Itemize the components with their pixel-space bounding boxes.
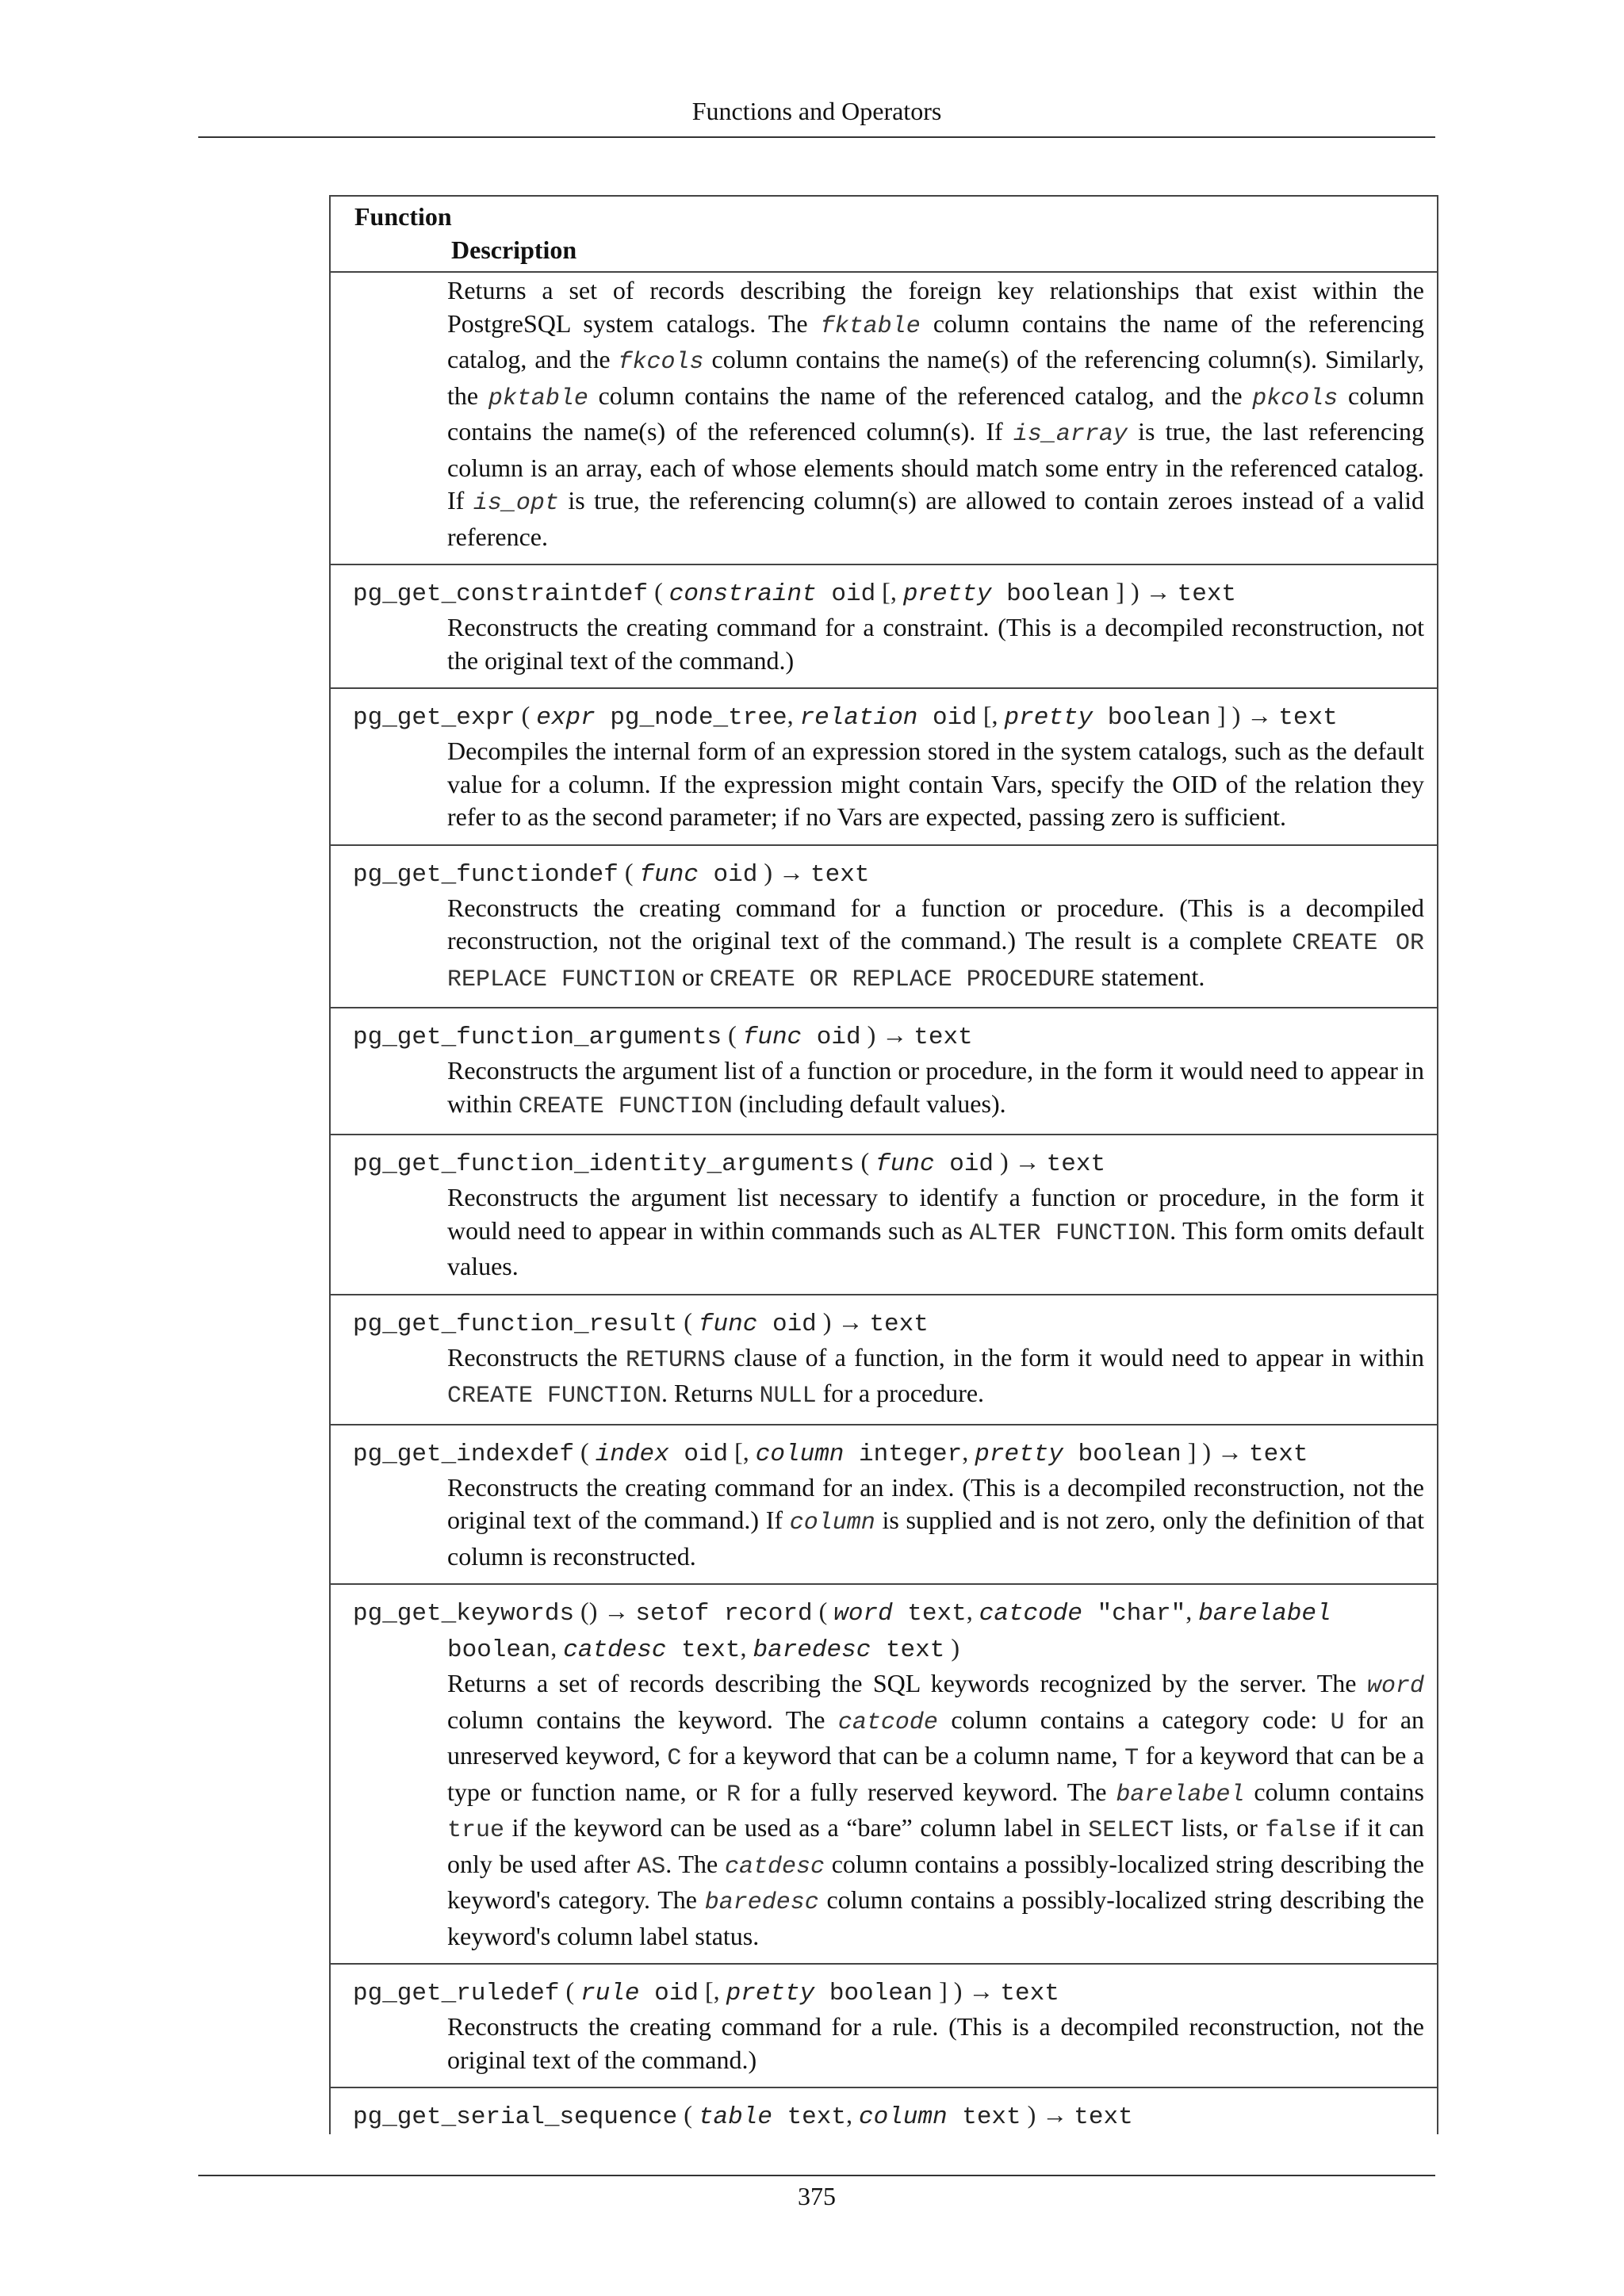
function-signature: pg_get_expr ( expr pg_node_tree, relation oid [, pretty boolean ] ) → text [353,701,1338,732]
page-number: 375 [798,2182,836,2210]
row-description: Reconstructs the argument list of a function or procedure, in the form it would need to appear in within CREATE FUNCTION (including default values). [447,1056,1424,1120]
function-signature: pg_get_functiondef ( func oid ) → text [353,857,870,889]
function-signature: pg_get_ruledef ( rule oid [, pretty boolean ] ) → text [353,1976,1059,2007]
running-header: Functions and Operators [691,97,942,125]
table-row-pg-get-function-identity-arguments [331,1135,1437,1295]
row-description: Returns a set of records describing the SQL keywords recognized by the server. The word column contains the keyword. The catcode column contains a category code: U for an unreserved keyword, C for a keyword that can be a column name, T for a keyword that can be a type or function name, or R for a fully reserved keyword. The barelabel column contains true if the keyword can be used as a “bare” column label in SELECT lists, or false if it can only be used after AS. The catdesc column contains a possibly-localized string describing the keyword's category. The baredesc column contains a possibly-localized string describing the keyword's column label status. [447,1669,1425,1950]
table-row-fk-continued [331,273,1437,565]
column-header-function: Function [354,202,452,231]
table-row-pg-get-serial-sequence [331,2088,1437,2134]
table-row-pg-get-function-arguments [331,1008,1437,1135]
function-signature: pg_get_function_arguments ( func oid ) → text [353,1020,973,1051]
row-description: Reconstructs the creating command for a function or procedure. (This is a decompiled reconstruction, not the original text of the command.) The result is a complete CREATE OR REPLACE FUNCTION or CREATE OR REPLACE PROCEDURE statement. [447,893,1425,993]
table-row-pg-get-keywords [331,1585,1437,1965]
functions-table [329,195,1438,2134]
table-header [331,197,1437,273]
function-signature-continued: boolean, catdesc text, baredesc text ) [447,1633,960,1664]
header-rule [198,136,1435,138]
table-row-pg-get-function-result [331,1295,1437,1425]
row-description: Reconstructs the creating command for a constraint. (This is a decompiled reconstruction, not the original text of the command.) [447,613,1424,675]
row-description: Reconstructs the creating command for an index. (This is a decompiled reconstruction, not the original text of the command.) If column is supplied and is not zero, only the definition of that column is reconstructed. [447,1472,1424,1571]
function-signature: pg_get_indexdef ( index oid [, column integer, pretty boolean ] ) → text [353,1437,1308,1468]
table-row-pg-get-expr [331,689,1437,846]
row-description: Reconstructs the argument list necessary to identify a function or procedure, in the form it would need to appear in within commands such as ALTER FUNCTION. This form omits default values. [447,1183,1425,1280]
function-signature: pg_get_function_result ( func oid ) → text [353,1307,929,1338]
table-row-pg-get-indexdef [331,1425,1437,1586]
function-signature: pg_get_constraintdef ( constraint oid [, pretty boolean ] ) → text [353,577,1237,608]
function-signature: pg_get_keywords () → setof record ( word text, catcode "char", barelabel [353,1597,1331,1628]
table-row-pg-get-constraintdef [331,565,1437,689]
function-signature: pg_get_serial_sequence ( table text, column text ) → text [353,2100,1133,2131]
row-description: Returns a set of records describing the foreign key relationships that exist within the PostgreSQL system catalogs. The fktable column contains the name of the referencing catalog, and the fkcols column contains the name(s) of the referencing column(s). Similarly, the pktable column contains the name of the referenced catalog, and the pkcols column contains the name(s) of the referenced column(s). If is_array is true, the last referencing column is an array, each of whose elements should match some entry in the referenced catalog. If is_opt is true, the referencing column(s) are allowed to contain zeroes instead of a valid reference. [447,276,1425,551]
footer-rule [198,2175,1435,2176]
function-signature: pg_get_function_identity_arguments ( func oid ) → text [353,1147,1106,1178]
row-description: Reconstructs the creating command for a rule. (This is a decompiled reconstruction, not the original text of the command.) [447,2012,1424,2074]
table-row-pg-get-ruledef [331,1965,1437,2088]
row-description: Decompiles the internal form of an expression stored in the system catalogs, such as the default value for a column. If the expression might contain Vars, specify the OID of the relation they refer to as the second parameter; if no Vars are expected, passing zero is sufficient. [447,737,1424,831]
column-header-description: Description [451,235,577,264]
table-row-pg-get-functiondef [331,846,1437,1009]
row-description: Reconstructs the RETURNS clause of a function, in the form it would need to appear in within CREATE FUNCTION. Returns NULL for a procedure. [447,1342,1425,1410]
